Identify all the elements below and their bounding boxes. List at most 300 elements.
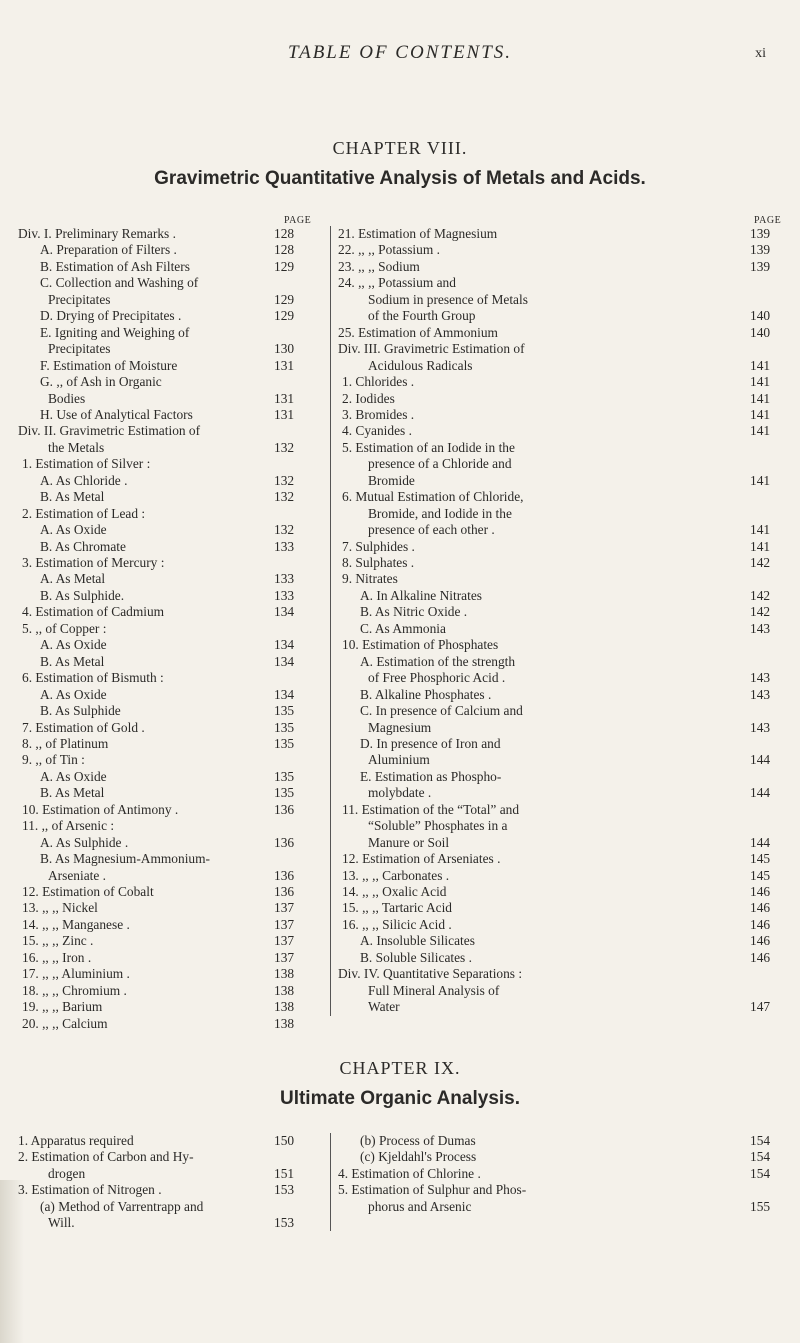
toc-entry-title: 22. ,, ,, Potassium . bbox=[338, 242, 440, 258]
toc-entry bbox=[18, 308, 308, 324]
toc-entry bbox=[18, 851, 308, 867]
toc-entry-title: 23. ,, ,, Sodium bbox=[338, 258, 420, 274]
toc-entry-title: presence of each other . bbox=[368, 522, 495, 538]
toc-entry-page: 141 bbox=[750, 423, 771, 439]
toc-entry-title: A. Estimation of the strength bbox=[360, 653, 516, 669]
toc-entry-page: 133 bbox=[274, 571, 295, 587]
toc-entry-page: 144 bbox=[750, 752, 771, 768]
toc-entry-page: 138 bbox=[274, 982, 295, 998]
toc-entry bbox=[18, 1182, 308, 1198]
toc-entry-title: 16. ,, ,, Silicic Acid . bbox=[342, 916, 452, 932]
toc-entry-title: Arseniate . bbox=[48, 867, 107, 883]
toc-entry bbox=[18, 637, 308, 653]
toc-entry-title: B. As Metal bbox=[40, 489, 105, 505]
toc-entry bbox=[18, 720, 308, 736]
toc-entry-title: 3. Estimation of Mercury : bbox=[22, 555, 165, 570]
toc-entry-title: G. ,, of Ash in Organic bbox=[40, 374, 162, 390]
toc-entry-title: 13. ,, ,, Nickel bbox=[22, 900, 98, 916]
toc-entry-page: 137 bbox=[274, 949, 295, 965]
chapter-9-title: CHAPTER IX. bbox=[339, 1058, 461, 1078]
toc-entry bbox=[338, 341, 784, 357]
toc-entry bbox=[338, 900, 784, 916]
toc-entry-page: 136 bbox=[274, 867, 295, 883]
toc-entry bbox=[18, 983, 308, 999]
toc-entry-page: 141 bbox=[750, 538, 771, 554]
toc-entry-page: 136 bbox=[274, 884, 295, 899]
toc-entry bbox=[338, 818, 784, 834]
toc-entry bbox=[338, 358, 784, 374]
toc-entry bbox=[18, 1016, 308, 1032]
toc-entry bbox=[338, 391, 784, 407]
toc-entry-title: D. Drying of Precipitates . bbox=[40, 308, 182, 324]
toc-entry-page: 131 bbox=[274, 390, 295, 406]
page-label-right: PAGE bbox=[754, 215, 782, 226]
toc-entry-title: B. As Sulphide bbox=[40, 703, 121, 719]
toc-entry bbox=[338, 637, 784, 653]
toc-entry-page: 154 bbox=[750, 1149, 771, 1165]
toc-entry bbox=[338, 489, 784, 505]
toc-entry-title: 1. Chlorides . bbox=[342, 374, 415, 390]
toc-entry-title: B. As Magnesium-Ammonium- bbox=[40, 851, 210, 867]
toc-entry bbox=[338, 736, 784, 752]
toc-entry-title: Bodies bbox=[48, 390, 86, 406]
toc-entry-title: 18. ,, ,, Chromium . bbox=[22, 982, 127, 998]
toc-entry bbox=[338, 456, 784, 472]
toc-entry-title: 2. Estimation of Carbon and Hy- bbox=[18, 1149, 194, 1165]
toc-entry-title: Bromide bbox=[368, 472, 415, 488]
toc-entry-title: phorus and Arsenic bbox=[368, 1198, 472, 1214]
toc-entry-title: 14. ,, ,, Manganese . bbox=[22, 916, 130, 932]
toc-entry-title: Aluminium bbox=[368, 752, 430, 768]
toc-entry bbox=[338, 999, 784, 1015]
toc-entry bbox=[18, 736, 308, 752]
toc-entry-page: 140 bbox=[750, 324, 771, 340]
toc-entry-title: 3. Estimation of Nitrogen . bbox=[18, 1182, 162, 1198]
toc-entry-title: of the Fourth Group bbox=[368, 308, 476, 324]
toc-entry bbox=[18, 407, 308, 423]
toc-entry-title: Precipitates bbox=[48, 291, 111, 307]
toc-entry-title: molybdate . bbox=[368, 785, 432, 801]
toc-entry bbox=[338, 769, 784, 785]
toc-entry bbox=[18, 506, 308, 522]
toc-entry bbox=[18, 391, 308, 407]
toc-entry bbox=[18, 621, 308, 637]
toc-entry-title: Precipitates bbox=[48, 341, 111, 357]
toc-entry bbox=[338, 292, 784, 308]
toc-entry-title: “Soluble” Phosphates in a bbox=[368, 818, 508, 834]
toc-entry-title: Manure or Soil bbox=[368, 834, 450, 850]
toc-entry bbox=[18, 555, 308, 571]
toc-entry bbox=[338, 325, 784, 341]
toc-entry-title: 7. Estimation of Gold . bbox=[22, 719, 145, 735]
toc-entry-title: 5. ,, of Copper : bbox=[22, 620, 107, 636]
toc-entry bbox=[18, 1166, 308, 1182]
toc-entry-title: 11. Estimation of the “Total” and bbox=[342, 801, 520, 817]
toc-entry bbox=[338, 1166, 784, 1182]
toc-entry-page: 129 bbox=[274, 308, 295, 324]
toc-entry-title: B. Estimation of Ash Filters bbox=[40, 258, 190, 274]
toc-entry-title: presence of a Chloride and bbox=[368, 456, 512, 472]
toc-entry-title: Will. bbox=[48, 1215, 75, 1231]
toc-entry bbox=[18, 802, 308, 818]
toc-entry bbox=[338, 802, 784, 818]
toc-entry-title: Div. III. Gravimetric Estimation of bbox=[338, 341, 525, 357]
running-head bbox=[0, 42, 800, 64]
toc-entry bbox=[18, 1133, 308, 1149]
toc-entry-page: 133 bbox=[274, 538, 295, 554]
toc-entry-title: 6. Mutual Estimation of Chloride, bbox=[342, 489, 524, 505]
toc-entry bbox=[338, 670, 784, 686]
toc-entry bbox=[338, 539, 784, 555]
toc-entry-page: 141 bbox=[750, 406, 771, 422]
toc-entry-page: 143 bbox=[750, 670, 771, 686]
toc-entry-page: 129 bbox=[274, 291, 295, 307]
toc-entry bbox=[338, 1182, 784, 1198]
page-label-left: PAGE bbox=[284, 215, 312, 226]
toc-entry-title: 5. Estimation of Sulphur and Phos- bbox=[338, 1182, 527, 1198]
toc-entry-title: 15. ,, ,, Zinc . bbox=[22, 933, 94, 949]
toc-entry-page: 143 bbox=[750, 719, 771, 735]
toc-entry bbox=[338, 242, 784, 258]
toc-entry-title: Div. IV. Quantitative Separations : bbox=[338, 966, 523, 982]
toc-entry-page: 146 bbox=[750, 884, 771, 899]
toc-entry bbox=[18, 325, 308, 341]
toc-entry-page: 134 bbox=[274, 637, 295, 653]
toc-entry bbox=[18, 884, 308, 900]
toc-entry-title: 1. Apparatus required bbox=[18, 1133, 134, 1148]
toc-entry-page: 154 bbox=[750, 1165, 771, 1181]
toc-entry-page: 135 bbox=[274, 719, 295, 735]
toc-entry-title: A. As Oxide bbox=[40, 686, 107, 702]
toc-entry bbox=[338, 374, 784, 390]
toc-entry bbox=[18, 522, 308, 538]
toc-entry-title: 19. ,, ,, Barium bbox=[22, 999, 103, 1015]
toc-entry-page: 132 bbox=[274, 472, 295, 488]
toc-entry-page: 147 bbox=[750, 999, 771, 1015]
toc-entry bbox=[338, 522, 784, 538]
toc-entry-page: 135 bbox=[274, 735, 295, 751]
toc-entry-title: B. As Metal bbox=[40, 653, 105, 669]
toc-entry bbox=[338, 785, 784, 801]
toc-entry-page: 155 bbox=[750, 1198, 771, 1214]
toc-entry bbox=[338, 440, 784, 456]
toc-entry-title: 21. Estimation of Magnesium bbox=[338, 226, 498, 241]
toc-entry bbox=[18, 440, 308, 456]
toc-entry-title: Sodium in presence of Metals bbox=[368, 291, 528, 307]
running-head-title: TABLE OF CONTENTS. bbox=[287, 42, 513, 63]
toc-entry bbox=[338, 275, 784, 291]
toc-entry bbox=[18, 275, 308, 291]
toc-entry-page: 134 bbox=[274, 686, 295, 702]
toc-entry-page: 132 bbox=[274, 522, 295, 538]
toc-entry bbox=[338, 884, 784, 900]
toc-entry-page: 139 bbox=[750, 242, 771, 258]
toc-entry-title: 2. Estimation of Lead : bbox=[22, 505, 146, 521]
toc-entry-page: 146 bbox=[750, 900, 771, 916]
toc-entry bbox=[18, 588, 308, 604]
toc-entry bbox=[338, 1133, 784, 1149]
toc-entry-title: 11. ,, of Arsenic : bbox=[22, 818, 115, 834]
toc-entry-page: 146 bbox=[750, 916, 771, 932]
toc-entry-page: 141 bbox=[750, 390, 771, 406]
toc-entry-title: Div. I. Preliminary Remarks . bbox=[18, 226, 176, 241]
toc-entry-page: 141 bbox=[750, 472, 771, 488]
toc-entry bbox=[18, 423, 308, 439]
toc-entry bbox=[18, 571, 308, 587]
toc-entry-title: E. Estimation as Phospho- bbox=[360, 768, 502, 784]
toc-entry-title: 4. Estimation of Chlorine . bbox=[338, 1165, 481, 1181]
toc-entry-title: Full Mineral Analysis of bbox=[368, 982, 500, 998]
toc-entry-page: 128 bbox=[274, 242, 295, 258]
toc-entry bbox=[18, 933, 308, 949]
toc-entry-page: 144 bbox=[750, 785, 771, 801]
toc-entry-page: 129 bbox=[274, 258, 295, 274]
toc-entry bbox=[18, 966, 308, 982]
toc-entry-title: A. As Sulphide . bbox=[40, 834, 129, 850]
toc-entry bbox=[18, 473, 308, 489]
toc-entry bbox=[18, 242, 308, 258]
toc-entry-page: 128 bbox=[274, 226, 295, 241]
toc-entry-page: 143 bbox=[750, 620, 771, 636]
toc-entry-title: (a) Method of Varrentrapp and bbox=[40, 1198, 204, 1214]
toc-entry bbox=[338, 571, 784, 587]
toc-entry bbox=[338, 868, 784, 884]
toc-entry-title: 10. Estimation of Antimony . bbox=[22, 801, 179, 817]
column-divider bbox=[330, 1133, 331, 1231]
toc-entry-title: 7. Sulphides . bbox=[342, 538, 415, 554]
toc-entry bbox=[18, 670, 308, 686]
toc-entry bbox=[338, 917, 784, 933]
toc-entry-title: 25. Estimation of Ammonium bbox=[338, 324, 498, 340]
toc-entry bbox=[338, 933, 784, 949]
toc-entry bbox=[338, 687, 784, 703]
toc-entry-page: 143 bbox=[750, 686, 771, 702]
toc-entry bbox=[18, 358, 308, 374]
toc-entry-page: 146 bbox=[750, 933, 771, 949]
toc-entry-title: Water bbox=[368, 999, 400, 1015]
toc-entry-title: drogen bbox=[48, 1165, 86, 1181]
toc-entry-page: 144 bbox=[750, 834, 771, 850]
toc-entry-page: 139 bbox=[750, 258, 771, 274]
toc-entry-page: 140 bbox=[750, 308, 771, 324]
toc-entry bbox=[338, 308, 784, 324]
toc-entry bbox=[338, 407, 784, 423]
toc-entry-title: (b) Process of Dumas bbox=[360, 1133, 476, 1148]
toc-entry-page: 142 bbox=[750, 555, 771, 570]
toc-entry-page: 145 bbox=[750, 851, 771, 867]
toc-entry bbox=[338, 226, 784, 242]
toc-entry-title: C. In presence of Calcium and bbox=[360, 703, 523, 719]
toc-entry-page: 150 bbox=[274, 1133, 295, 1148]
toc-entry bbox=[18, 687, 308, 703]
toc-entry bbox=[18, 752, 308, 768]
toc-entry-title: A. As Oxide bbox=[40, 637, 107, 653]
toc-entry-page: 142 bbox=[750, 587, 771, 603]
toc-entry-title: E. Igniting and Weighing of bbox=[40, 324, 190, 340]
toc-entry-page: 138 bbox=[274, 999, 295, 1015]
toc-entry bbox=[18, 917, 308, 933]
toc-entry bbox=[18, 489, 308, 505]
toc-entry-title: A. As Chloride . bbox=[40, 472, 128, 488]
toc-entry bbox=[338, 703, 784, 719]
toc-entry-page: 141 bbox=[750, 357, 771, 373]
chapter-9-subtitle: Ultimate Organic Analysis. bbox=[279, 1088, 521, 1109]
toc-entry-title: Magnesium bbox=[368, 719, 432, 735]
toc-entry-page: 134 bbox=[274, 653, 295, 669]
toc-entry-title: B. Alkaline Phosphates . bbox=[360, 686, 492, 702]
toc-entry-page: 134 bbox=[274, 604, 295, 620]
toc-entry-title: B. As Sulphide. bbox=[40, 587, 125, 603]
toc-entry bbox=[18, 868, 308, 884]
toc-entry bbox=[18, 785, 308, 801]
toc-entry-page: 154 bbox=[750, 1133, 771, 1148]
toc-entry bbox=[338, 950, 784, 966]
toc-entry-title: B. As Chromate bbox=[40, 538, 126, 554]
toc-entry-page: 137 bbox=[274, 933, 295, 949]
toc-entry-title: 10. Estimation of Phosphates bbox=[342, 637, 499, 653]
toc-entry bbox=[338, 1149, 784, 1165]
toc-entry bbox=[338, 654, 784, 670]
toc-entry bbox=[18, 456, 308, 472]
toc-entry bbox=[18, 1149, 308, 1165]
toc-entry-title: of Free Phosphoric Acid . bbox=[368, 670, 506, 686]
toc-entry bbox=[18, 539, 308, 555]
toc-entry-title: 3. Bromides . bbox=[342, 406, 415, 422]
toc-entry bbox=[338, 604, 784, 620]
toc-entry-page: 146 bbox=[750, 949, 771, 965]
page-folio: xi bbox=[755, 46, 766, 61]
toc-entry-title: 13. ,, ,, Carbonates . bbox=[342, 867, 450, 883]
toc-entry-page: 138 bbox=[274, 966, 295, 982]
column-divider bbox=[330, 226, 331, 1016]
toc-entry-title: (c) Kjeldahl's Process bbox=[360, 1149, 477, 1165]
toc-entry-page: 141 bbox=[750, 522, 771, 538]
toc-entry bbox=[338, 983, 784, 999]
toc-entry-title: Div. II. Gravimetric Estimation of bbox=[18, 423, 201, 439]
toc-entry-page: 132 bbox=[274, 489, 295, 505]
toc-entry bbox=[338, 259, 784, 275]
toc-entry-title: A. As Oxide bbox=[40, 768, 107, 784]
toc-entry bbox=[338, 506, 784, 522]
chapter-9-left-column bbox=[18, 1133, 308, 1233]
toc-entry-title: 16. ,, ,, Iron . bbox=[22, 949, 92, 965]
toc-entry-page: 131 bbox=[274, 357, 295, 373]
chapter-9-right-column bbox=[338, 1133, 784, 1223]
toc-entry bbox=[18, 950, 308, 966]
toc-entry-title: B. As Nitric Oxide . bbox=[360, 604, 468, 620]
chapter-8-left-column bbox=[18, 226, 308, 1031]
toc-entry-title: A. Preparation of Filters . bbox=[40, 242, 177, 258]
toc-entry-title: 12. Estimation of Cobalt bbox=[22, 884, 154, 899]
toc-entry-title: D. In presence of Iron and bbox=[360, 735, 501, 751]
toc-entry bbox=[338, 1199, 784, 1215]
toc-entry-page: 138 bbox=[274, 1015, 295, 1031]
toc-entry-title: B. Soluble Silicates . bbox=[360, 949, 472, 965]
toc-entry bbox=[338, 752, 784, 768]
toc-entry-title: 9. ,, of Tin : bbox=[22, 752, 85, 768]
toc-entry-title: 4. Estimation of Cadmium bbox=[22, 604, 165, 620]
toc-entry bbox=[18, 292, 308, 308]
toc-entry-page: 137 bbox=[274, 900, 295, 916]
toc-entry bbox=[18, 1215, 308, 1231]
toc-entry-title: F. Estimation of Moisture bbox=[40, 357, 178, 373]
chapter-8-subtitle: Gravimetric Quantitative Analysis of Metals and Acids. bbox=[154, 168, 646, 189]
toc-entry-page: 132 bbox=[274, 439, 295, 455]
toc-entry-title: 8. ,, of Platinum bbox=[22, 735, 109, 751]
toc-entry-title: H. Use of Analytical Factors bbox=[40, 406, 193, 422]
toc-entry-page: 135 bbox=[274, 768, 295, 784]
toc-entry-title: A. Insoluble Silicates bbox=[360, 933, 475, 949]
toc-entry bbox=[338, 621, 784, 637]
toc-entry-page: 151 bbox=[274, 1165, 295, 1181]
toc-entry-page: 153 bbox=[274, 1215, 295, 1231]
chapter-8-title: CHAPTER VIII. bbox=[332, 138, 468, 158]
toc-entry-title: the Metals bbox=[48, 439, 105, 455]
toc-entry-page: 145 bbox=[750, 867, 771, 883]
toc-entry bbox=[338, 720, 784, 736]
toc-entry-title: A. As Metal bbox=[40, 571, 106, 587]
toc-entry-title: 6. Estimation of Bismuth : bbox=[22, 670, 164, 686]
toc-entry bbox=[18, 374, 308, 390]
toc-entry-title: 20. ,, ,, Calcium bbox=[22, 1015, 108, 1031]
chapter-8-right-column bbox=[338, 226, 784, 1015]
toc-entry bbox=[338, 588, 784, 604]
toc-entry-page: 135 bbox=[274, 785, 295, 801]
toc-entry-title: Bromide, and Iodide in the bbox=[368, 505, 512, 521]
toc-entry-page: 141 bbox=[750, 374, 771, 390]
toc-entry bbox=[18, 1199, 308, 1215]
toc-entry-title: A. In Alkaline Nitrates bbox=[360, 587, 482, 603]
toc-entry-page: 153 bbox=[274, 1182, 295, 1198]
toc-entry-title: 1. Estimation of Silver : bbox=[22, 456, 151, 472]
toc-entry bbox=[18, 604, 308, 620]
toc-entry-page: 135 bbox=[274, 703, 295, 719]
toc-entry bbox=[338, 966, 784, 982]
toc-entry bbox=[18, 259, 308, 275]
toc-entry-page: 139 bbox=[750, 226, 771, 241]
toc-entry bbox=[18, 999, 308, 1015]
toc-entry-page: 131 bbox=[274, 406, 295, 422]
toc-entry bbox=[18, 654, 308, 670]
toc-entry-page: 137 bbox=[274, 916, 295, 932]
toc-entry-title: 15. ,, ,, Tartaric Acid bbox=[342, 900, 453, 916]
toc-entry bbox=[338, 555, 784, 571]
toc-entry bbox=[18, 900, 308, 916]
toc-entry-page: 136 bbox=[274, 801, 295, 817]
toc-entry-title: 24. ,, ,, Potassium and bbox=[338, 275, 456, 291]
toc-entry bbox=[18, 341, 308, 357]
toc-entry-page: 142 bbox=[750, 604, 771, 620]
toc-entry bbox=[338, 835, 784, 851]
toc-entry-title: A. As Oxide bbox=[40, 522, 107, 538]
toc-entry-title: 2. Iodides bbox=[342, 390, 395, 406]
toc-entry-title: 8. Sulphates . bbox=[342, 555, 415, 570]
toc-entry-title: 14. ,, ,, Oxalic Acid bbox=[342, 884, 447, 899]
toc-entry bbox=[18, 835, 308, 851]
toc-entry-page: 136 bbox=[274, 834, 295, 850]
toc-entry bbox=[338, 851, 784, 867]
toc-entry-title: 12. Estimation of Arseniates . bbox=[342, 851, 501, 867]
toc-entry-page: 133 bbox=[274, 587, 295, 603]
toc-entry bbox=[18, 818, 308, 834]
toc-entry-title: 17. ,, ,, Aluminium . bbox=[22, 966, 130, 982]
toc-entry-title: C. As Ammonia bbox=[360, 620, 446, 636]
toc-entry-title: 4. Cyanides . bbox=[342, 423, 412, 439]
toc-entry bbox=[18, 703, 308, 719]
toc-entry bbox=[18, 226, 308, 242]
toc-entry bbox=[18, 769, 308, 785]
toc-entry-title: B. As Metal bbox=[40, 785, 105, 801]
